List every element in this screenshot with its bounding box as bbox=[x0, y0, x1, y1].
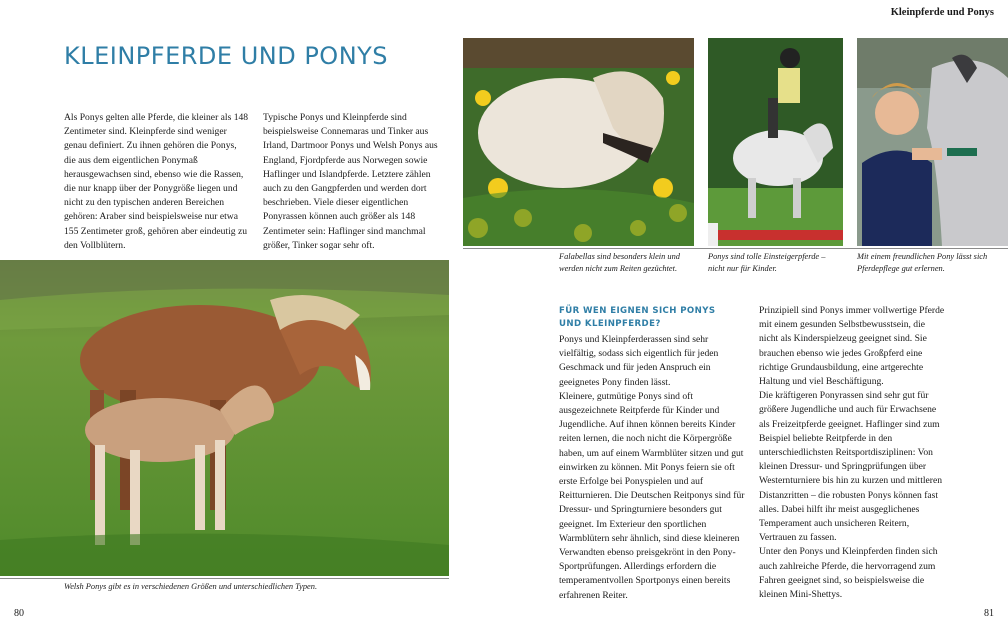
intro-column-1: Als Ponys gelten alle Pferde, die kleiner als 148 Zentimeter sind. Kleinpferde sind weniger genau definiert. Zu ihnen gehören die Ponys, die aus dem eigentlichen Ponymaß herausgewachsen sind, ebenso wie die Rassen, die nur knapp über der Ponygröße liegen und nicht zu den typischen anderen Bereichen gehören: Araber sind beispielsweise nur etwa 155 Zentimeter groß, gehören aber eindeutig zu den Vollblütern. bbox=[64, 112, 249, 251]
caption-rule-welsh bbox=[0, 578, 449, 579]
page-title: KLEINPFERDE UND PONYS bbox=[64, 42, 389, 70]
photo-welsh-mare-foal bbox=[0, 260, 449, 576]
caption-pflege: Mit einem freundlichen Pony lässt sich Pferdepflege gut erlernen. bbox=[857, 252, 988, 273]
photo-falabella bbox=[463, 38, 694, 246]
caption-einsteiger: Ponys sind tolle Einsteigerpferde – nicht nur für Kinder. bbox=[708, 252, 826, 273]
intro-column-2: Typische Ponys und Kleinpferde sind beispielsweise Connemaras und Tinker aus Irland, Dartmoor Ponys und Welsh Ponys aus England, Fjordpferde aus Norwegen sowie Haflinger und Islandpferde. Letztere zählen auch zu den Gangpferden und werden dort beschrieben. Viele dieser eigentlichen Ponyrassen können auch größer als 148 Zentimeter sein: Haflinger sind manchmal größer, Tinker sogar sehr oft. bbox=[263, 112, 438, 251]
caption-rule-top bbox=[463, 248, 1008, 249]
page-number-left: 80 bbox=[14, 608, 24, 619]
photo-einsteiger bbox=[708, 38, 843, 246]
section-column-1: Ponys und Kleinpferderassen sind sehr vielfältig, sodass sich eigentlich für jeden Geschmack und für jeden Anspruch ein geeignetes Pony finden lässt. Kleinere, gutmütige Ponys sind oft ausgezeichnete Reitpferde für Kinder und Jugendliche. Auf ihnen können bereits Kinder reiten lernen, die noch nicht die Körpergröße haben, um auf einem Warmblüter sitzen und gut einwirken zu können. Mit Ponys feiern sie oft erste Erfolge bei Ponyspielen und auf Reitturnieren. Die Deutschen Reitponys sind für Dressur- und Springturniere besonders gut geeignet. Im Exterieur den sportlichen Warmblütern sehr ähnlich, sind diese kleineren Verwandten ebenso preisgekrönt in den Pony-Sportprüfungen. Allerdings erfordern die temperamentvollen Sportponys einen bereits erfahrenen Reiter. bbox=[559, 334, 745, 601]
caption-welsh: Welsh Ponys gibt es in verschiedenen Größen und unterschiedlichen Typen. bbox=[64, 582, 318, 591]
photo-pflege bbox=[857, 38, 1008, 246]
section-heading: FÜR WEN EIGNEN SICH PONYS UND KLEINPFERDE? bbox=[559, 306, 716, 329]
page-number-right: 81 bbox=[984, 608, 994, 619]
caption-falabella: Falabellas sind besonders klein und werden nicht zum Reiten gezüchtet. bbox=[559, 252, 680, 273]
section-column-2: Prinzipiell sind Ponys immer vollwertige Pferde mit einem gesunden Selbstbewusstsein, die nicht als Kinderspielzeug geeignet sind. Sie brauchen ebenso wie jedes Großpferd eine richtige Grundausbildung, eine artgerechte Haltung und viel Beschäftigung. Die kräftigeren Ponyrassen sind sehr gut für größere Jugendliche und auch für Erwachsene als Freizeitpferde geeignet. Haflinger sind zum Beispiel beliebte Reitpferde in den unterschiedlichsten Reitsportdisziplinen: Von kleinen Dressur- und Springprüfungen über Westernturniere bis hin zu kurzen und mittleren Distanzritten – die robusten Ponys können fast alles. Dabei hilft ihr meist ausgeglichenes Temperament auch unsicheren Reitern, Vertrauen zu fassen. Unter den Ponys und Kleinpferden finden sich auch zahlreiche Pferde, die hervorragend zum Fahren geeignet sind, so beispielsweise die kleinen Mini-Shettys. bbox=[759, 305, 945, 601]
running-head: Kleinpferde und Ponys bbox=[890, 7, 994, 18]
